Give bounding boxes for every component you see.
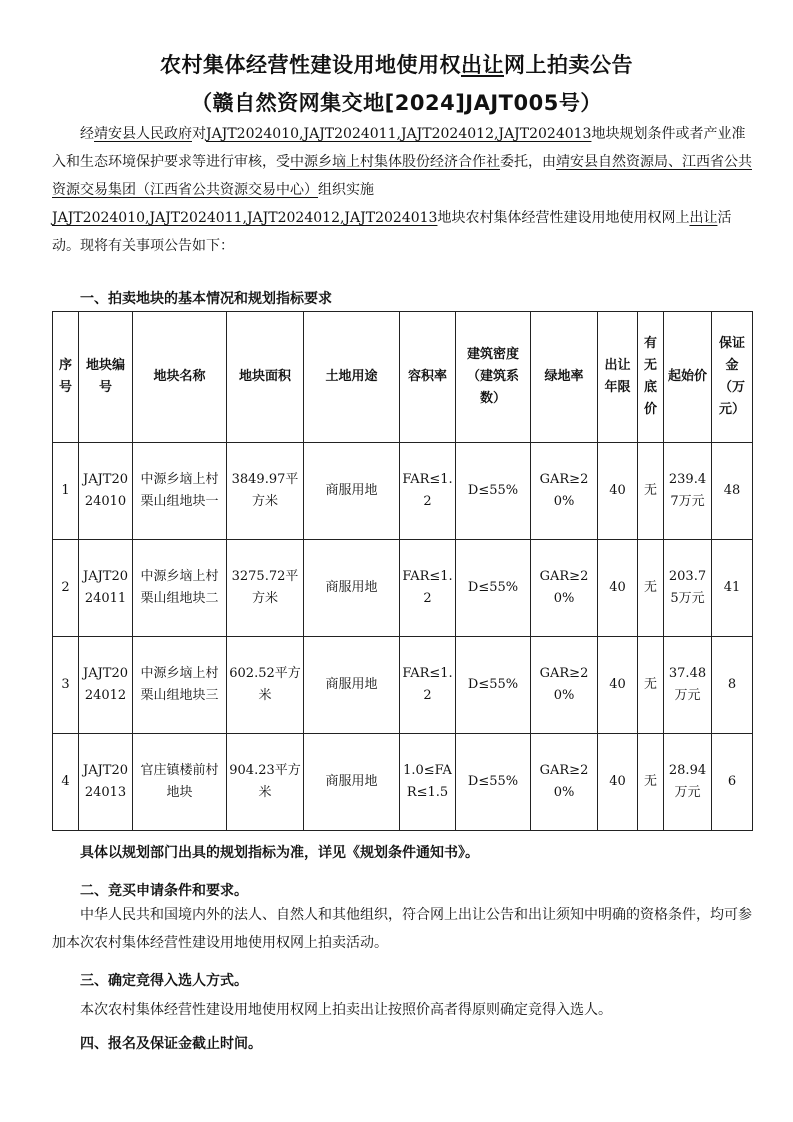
table-cell: 203.75万元 — [664, 540, 712, 637]
intro-p2-run: JAJT2024010,JAJT2024011,JAJT2024012,JAJT2024013 — [52, 210, 438, 226]
table-cell: JAJT2024011 — [79, 540, 133, 637]
table-cell: 41 — [712, 540, 753, 637]
intro-p1-run: 靖安县自然资源局、江西省公共资源交易集团（江西省公共资源交易中心） — [52, 154, 752, 198]
table-cell: 商服用地 — [304, 734, 400, 831]
table-header-cell: 建筑密度（建筑系数） — [456, 312, 531, 443]
intro-p1-run: 委托，由 — [500, 154, 556, 170]
table-header-cell: 容积率 — [400, 312, 456, 443]
table-cell: 1.0≤FAR≤1.5 — [400, 734, 456, 831]
table-header-cell: 绿地率 — [531, 312, 598, 443]
table-header-cell: 序号 — [53, 312, 79, 443]
table-cell: GAR≥20% — [531, 540, 598, 637]
table-cell: D≤55% — [456, 734, 531, 831]
table-cell: 中源乡垴上村栗山组地块一 — [133, 443, 227, 540]
table-cell: 1 — [53, 443, 79, 540]
title-prefix: 农村集体经营性建设用地使用权 — [160, 53, 461, 77]
parcel-table — [52, 311, 753, 831]
table-cell: 48 — [712, 443, 753, 540]
section3-text: 本次农村集体经营性建设用地使用权网上拍卖出让按照价高者得原则确定竞得入选人。 — [80, 1002, 612, 1018]
table-cell: 28.94万元 — [664, 734, 712, 831]
section3-heading: 三、确定竞得入选人方式。 — [80, 973, 248, 989]
table-cell: D≤55% — [456, 540, 531, 637]
table-row — [53, 443, 753, 540]
intro-p1-run: 中源乡垴上村集体股份经济合作社 — [290, 154, 500, 170]
table-body — [53, 443, 753, 831]
intro-p1-run: 地块规划条件或者产业准入和生态环境保护要求等进行审核，受 — [52, 126, 746, 170]
intro-p1-run: 组织实施 — [318, 182, 374, 198]
intro-p2-run: 活动。现将有关事项公告如下： — [52, 210, 732, 254]
table-cell: 40 — [598, 540, 638, 637]
table-cell: 239.47万元 — [664, 443, 712, 540]
table-header-cell: 地块名称 — [133, 312, 227, 443]
table-header-cell: 有无底价 — [638, 312, 664, 443]
intro-p1-run: 靖安县人民政府 — [94, 126, 192, 142]
intro-p1-run: 经 — [80, 126, 94, 142]
title-underlined: 出让 — [461, 53, 504, 77]
table-cell: D≤55% — [456, 637, 531, 734]
table-cell: 无 — [638, 734, 664, 831]
table-cell: 3 — [53, 637, 79, 734]
intro-paragraph-1 — [52, 120, 752, 204]
table-cell: 无 — [638, 443, 664, 540]
table-cell: 商服用地 — [304, 443, 400, 540]
table-header-cell: 土地用途 — [304, 312, 400, 443]
table-cell: FAR≤1.2 — [400, 637, 456, 734]
table-cell: 37.48万元 — [664, 637, 712, 734]
table-cell: 3275.72平方米 — [227, 540, 304, 637]
table-cell: 商服用地 — [304, 637, 400, 734]
table-cell: 中源乡垴上村栗山组地块三 — [133, 637, 227, 734]
table-cell: 602.52平方米 — [227, 637, 304, 734]
table-cell: GAR≥20% — [531, 734, 598, 831]
table-cell: JAJT2024012 — [79, 637, 133, 734]
table-cell: 2 — [53, 540, 79, 637]
section2-text: 中华人民共和国境内外的法人、自然人和其他组织，符合网上出让公告和出让须知中明确的资格条件，均可参加本次农村集体经营性建设用地使用权网上拍卖活动。 — [52, 907, 752, 951]
intro-p1-run: JAJT2024010,JAJT2024011,JAJT2024012,JAJT2024013 — [206, 126, 592, 142]
table-row — [53, 734, 753, 831]
table-header-row — [53, 312, 753, 443]
intro-p1-run: 对 — [192, 126, 206, 142]
table-header-cell: 地块面积 — [227, 312, 304, 443]
table-header-cell: 出让年限 — [598, 312, 638, 443]
section1-heading: 一、拍卖地块的基本情况和规划指标要求 — [80, 291, 332, 307]
table-cell: 40 — [598, 443, 638, 540]
section2-heading: 二、竞买申请条件和要求。 — [80, 883, 248, 899]
table-cell: FAR≤1.2 — [400, 443, 456, 540]
section4-heading: 四、报名及保证金截止时间。 — [80, 1036, 262, 1052]
table-row — [53, 637, 753, 734]
table-cell: 40 — [598, 734, 638, 831]
intro-p2-run: 出让 — [689, 210, 718, 226]
title-suffix: 网上拍卖公告 — [504, 53, 633, 77]
table-cell: GAR≥20% — [531, 443, 598, 540]
table-cell: 无 — [638, 540, 664, 637]
intro-section — [52, 120, 752, 260]
table-cell: 3849.97平方米 — [227, 443, 304, 540]
table-cell: JAJT2024010 — [79, 443, 133, 540]
intro-paragraph-2 — [52, 204, 752, 260]
table-cell: 8 — [712, 637, 753, 734]
table-row — [53, 540, 753, 637]
table-cell: FAR≤1.2 — [400, 540, 456, 637]
table-cell: 40 — [598, 637, 638, 734]
table-cell: 4 — [53, 734, 79, 831]
table-cell: 904.23平方米 — [227, 734, 304, 831]
intro-p2-run: 地块农村集体经营性建设用地使用权网上 — [437, 210, 690, 226]
table-cell: 官庄镇楼前村地块 — [133, 734, 227, 831]
table-cell: 6 — [712, 734, 753, 831]
document-number: （赣自然资网集交地[2024]JAJT005号） — [191, 91, 602, 115]
table-header-cell: 保证金（万元） — [712, 312, 753, 443]
table-cell: JAJT2024013 — [79, 734, 133, 831]
table-header-cell: 地块编号 — [79, 312, 133, 443]
table-cell: GAR≥20% — [531, 637, 598, 734]
document-title — [0, 49, 793, 79]
table-note: 具体以规划部门出具的规划指标为准，详见《规划条件通知书》。 — [80, 845, 479, 861]
table-cell: D≤55% — [456, 443, 531, 540]
table-cell: 中源乡垴上村栗山组地块二 — [133, 540, 227, 637]
table-cell: 无 — [638, 637, 664, 734]
table-header-cell: 起始价 — [664, 312, 712, 443]
table-cell: 商服用地 — [304, 540, 400, 637]
